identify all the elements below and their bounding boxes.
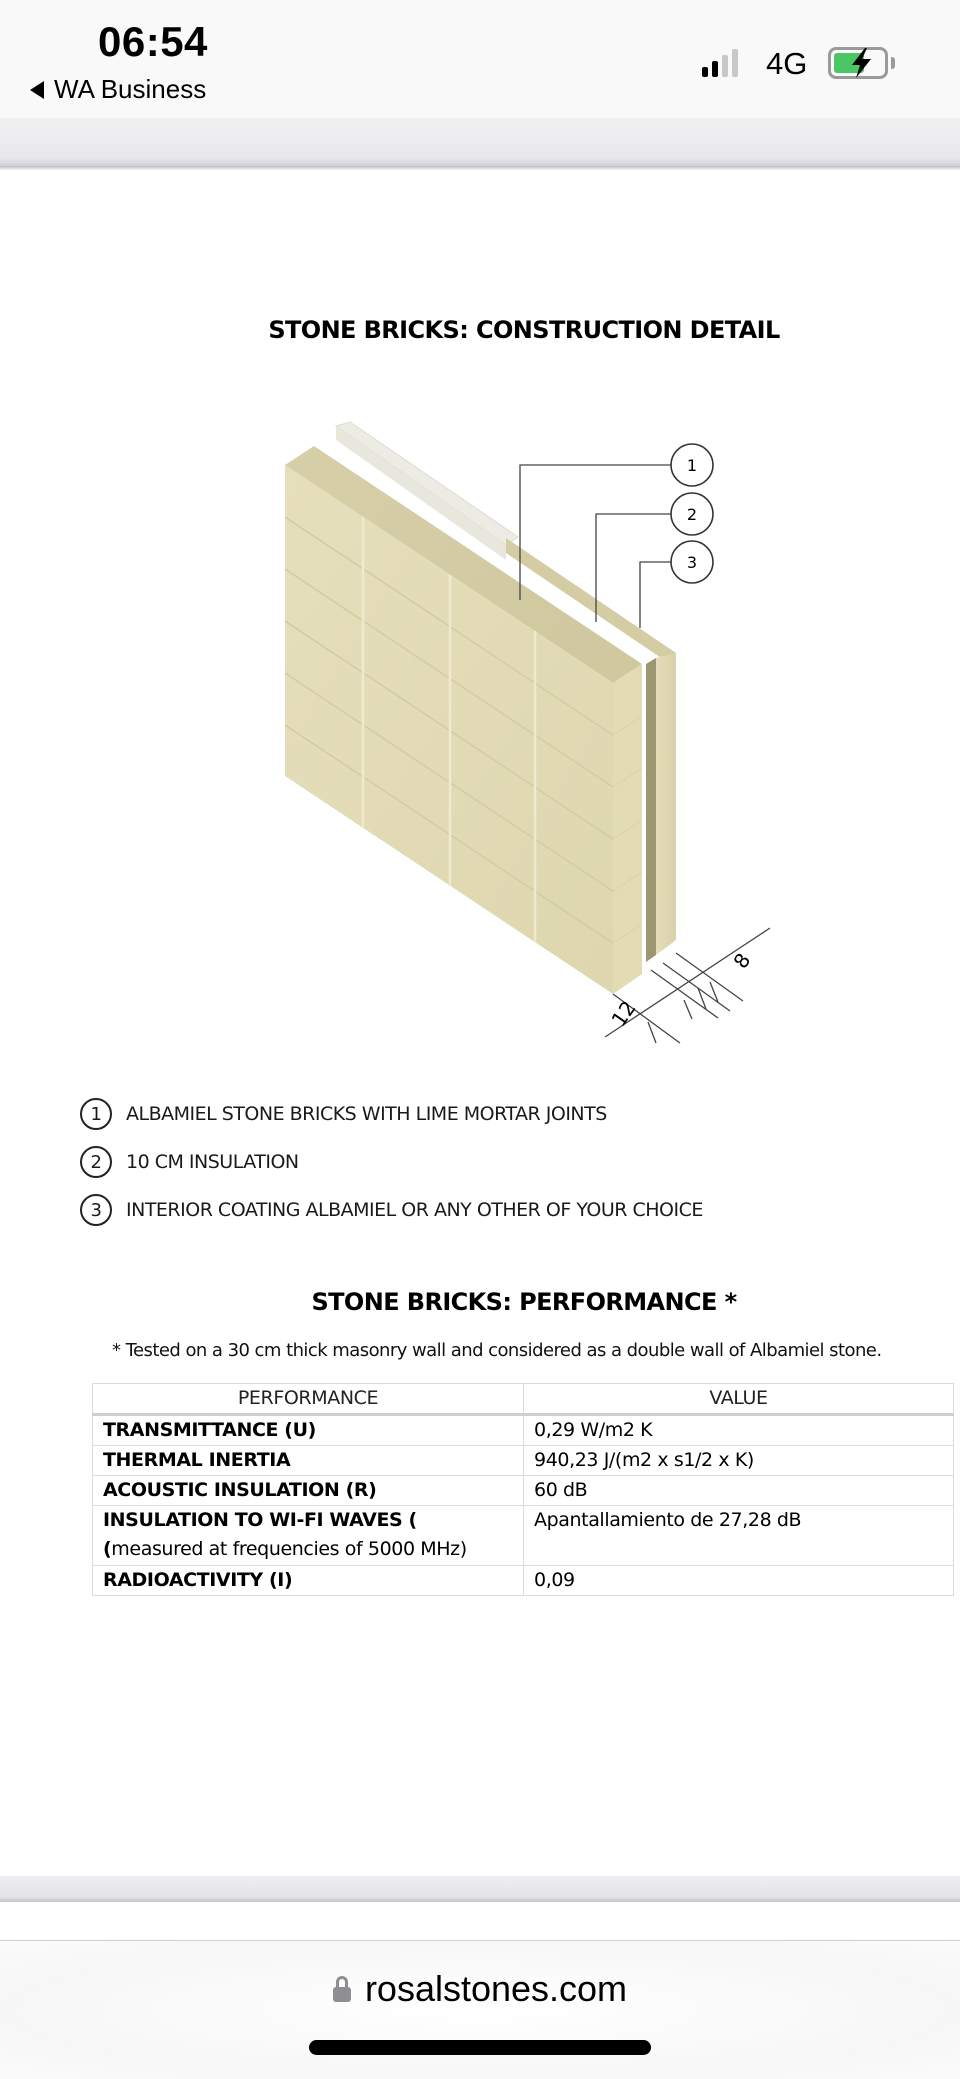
- address-bar[interactable]: [0, 1941, 960, 2079]
- table-row: [93, 1446, 954, 1476]
- signal-strength-icon: [702, 49, 738, 77]
- callout-1: [671, 444, 713, 486]
- diagram-legend: [80, 1090, 840, 1234]
- performance-title: STONE BRICKS: PERFORMANCE *: [311, 1288, 737, 1316]
- dimension-label-8: 8: [728, 948, 756, 973]
- callout-3: [671, 541, 713, 583]
- back-arrow-icon: [30, 81, 44, 99]
- column-header-value: VALUE: [524, 1384, 954, 1415]
- legend-number: 3: [80, 1194, 112, 1226]
- legend-item: [80, 1186, 840, 1234]
- row-label: THERMAL INERTIA: [93, 1446, 524, 1476]
- performance-footnote: * Tested on a 30 cm thick masonry wall and considered as a double wall of Albamiel stone.: [112, 1340, 882, 1361]
- row-label-cell: [93, 1506, 524, 1566]
- page-bottom-divider: [0, 1876, 960, 1902]
- row-label: RADIOACTIVITY (I): [93, 1566, 524, 1596]
- dimension-label-12: 12: [606, 996, 641, 1031]
- callout-2: [671, 493, 713, 535]
- row-value: Apantallamiento de 27,28 dB: [524, 1506, 954, 1566]
- charging-bolt-icon: [847, 47, 877, 79]
- network-type: 4G: [766, 46, 808, 81]
- row-sublabel-prefix: (: [103, 1538, 112, 1560]
- row-label: ACOUSTIC INSULATION (R): [93, 1476, 524, 1506]
- status-time: 06:54: [98, 18, 208, 65]
- construction-diagram: [270, 410, 790, 1070]
- table-row: [93, 1506, 954, 1566]
- row-label: INSULATION TO WI-FI WAVES (: [103, 1509, 417, 1531]
- back-to-app-button[interactable]: [30, 74, 206, 105]
- legend-text: 10 CM INSULATION: [126, 1151, 299, 1173]
- callout-1-label: 1: [686, 456, 698, 475]
- legend-item: [80, 1090, 840, 1138]
- back-app-label: WA Business: [54, 74, 207, 104]
- status-bar: [0, 0, 960, 118]
- legend-text: ALBAMIEL STONE BRICKS WITH LIME MORTAR JOINTS: [126, 1103, 607, 1125]
- legend-number: 1: [80, 1098, 112, 1130]
- legend-item: [80, 1138, 840, 1186]
- row-value: 940,23 J/(m2 x s1/2 x K): [524, 1446, 954, 1476]
- row-value: 0,29 W/m2 K: [524, 1415, 954, 1446]
- row-value: 0,09: [524, 1566, 954, 1596]
- toolbar-divider: [0, 166, 960, 170]
- table-row: [93, 1415, 954, 1446]
- callout-3-label: 3: [686, 553, 698, 572]
- browser-toolbar: [0, 118, 960, 168]
- performance-table: [92, 1383, 954, 1596]
- row-value: 60 dB: [524, 1476, 954, 1506]
- legend-number: 2: [80, 1146, 112, 1178]
- legend-text: INTERIOR COATING ALBAMIEL OR ANY OTHER OF YOUR CHOICE: [126, 1199, 703, 1221]
- table-header-row: [93, 1384, 954, 1415]
- construction-detail-title: STONE BRICKS: CONSTRUCTION DETAIL: [268, 316, 780, 344]
- lock-icon: [333, 1976, 351, 2002]
- row-label: TRANSMITTANCE (U): [93, 1415, 524, 1446]
- table-row: [93, 1566, 954, 1596]
- home-indicator[interactable]: [309, 2040, 651, 2055]
- url-display[interactable]: [0, 1968, 960, 2010]
- url-text: rosalstones.com: [364, 1968, 628, 2009]
- table-row: [93, 1476, 954, 1506]
- column-header-performance: PERFORMANCE: [93, 1384, 524, 1415]
- callout-2-label: 2: [686, 505, 698, 524]
- battery-icon: [828, 47, 888, 79]
- row-sublabel: measured at frequencies of 5000 MHz): [111, 1538, 467, 1560]
- battery-cap: [891, 57, 895, 69]
